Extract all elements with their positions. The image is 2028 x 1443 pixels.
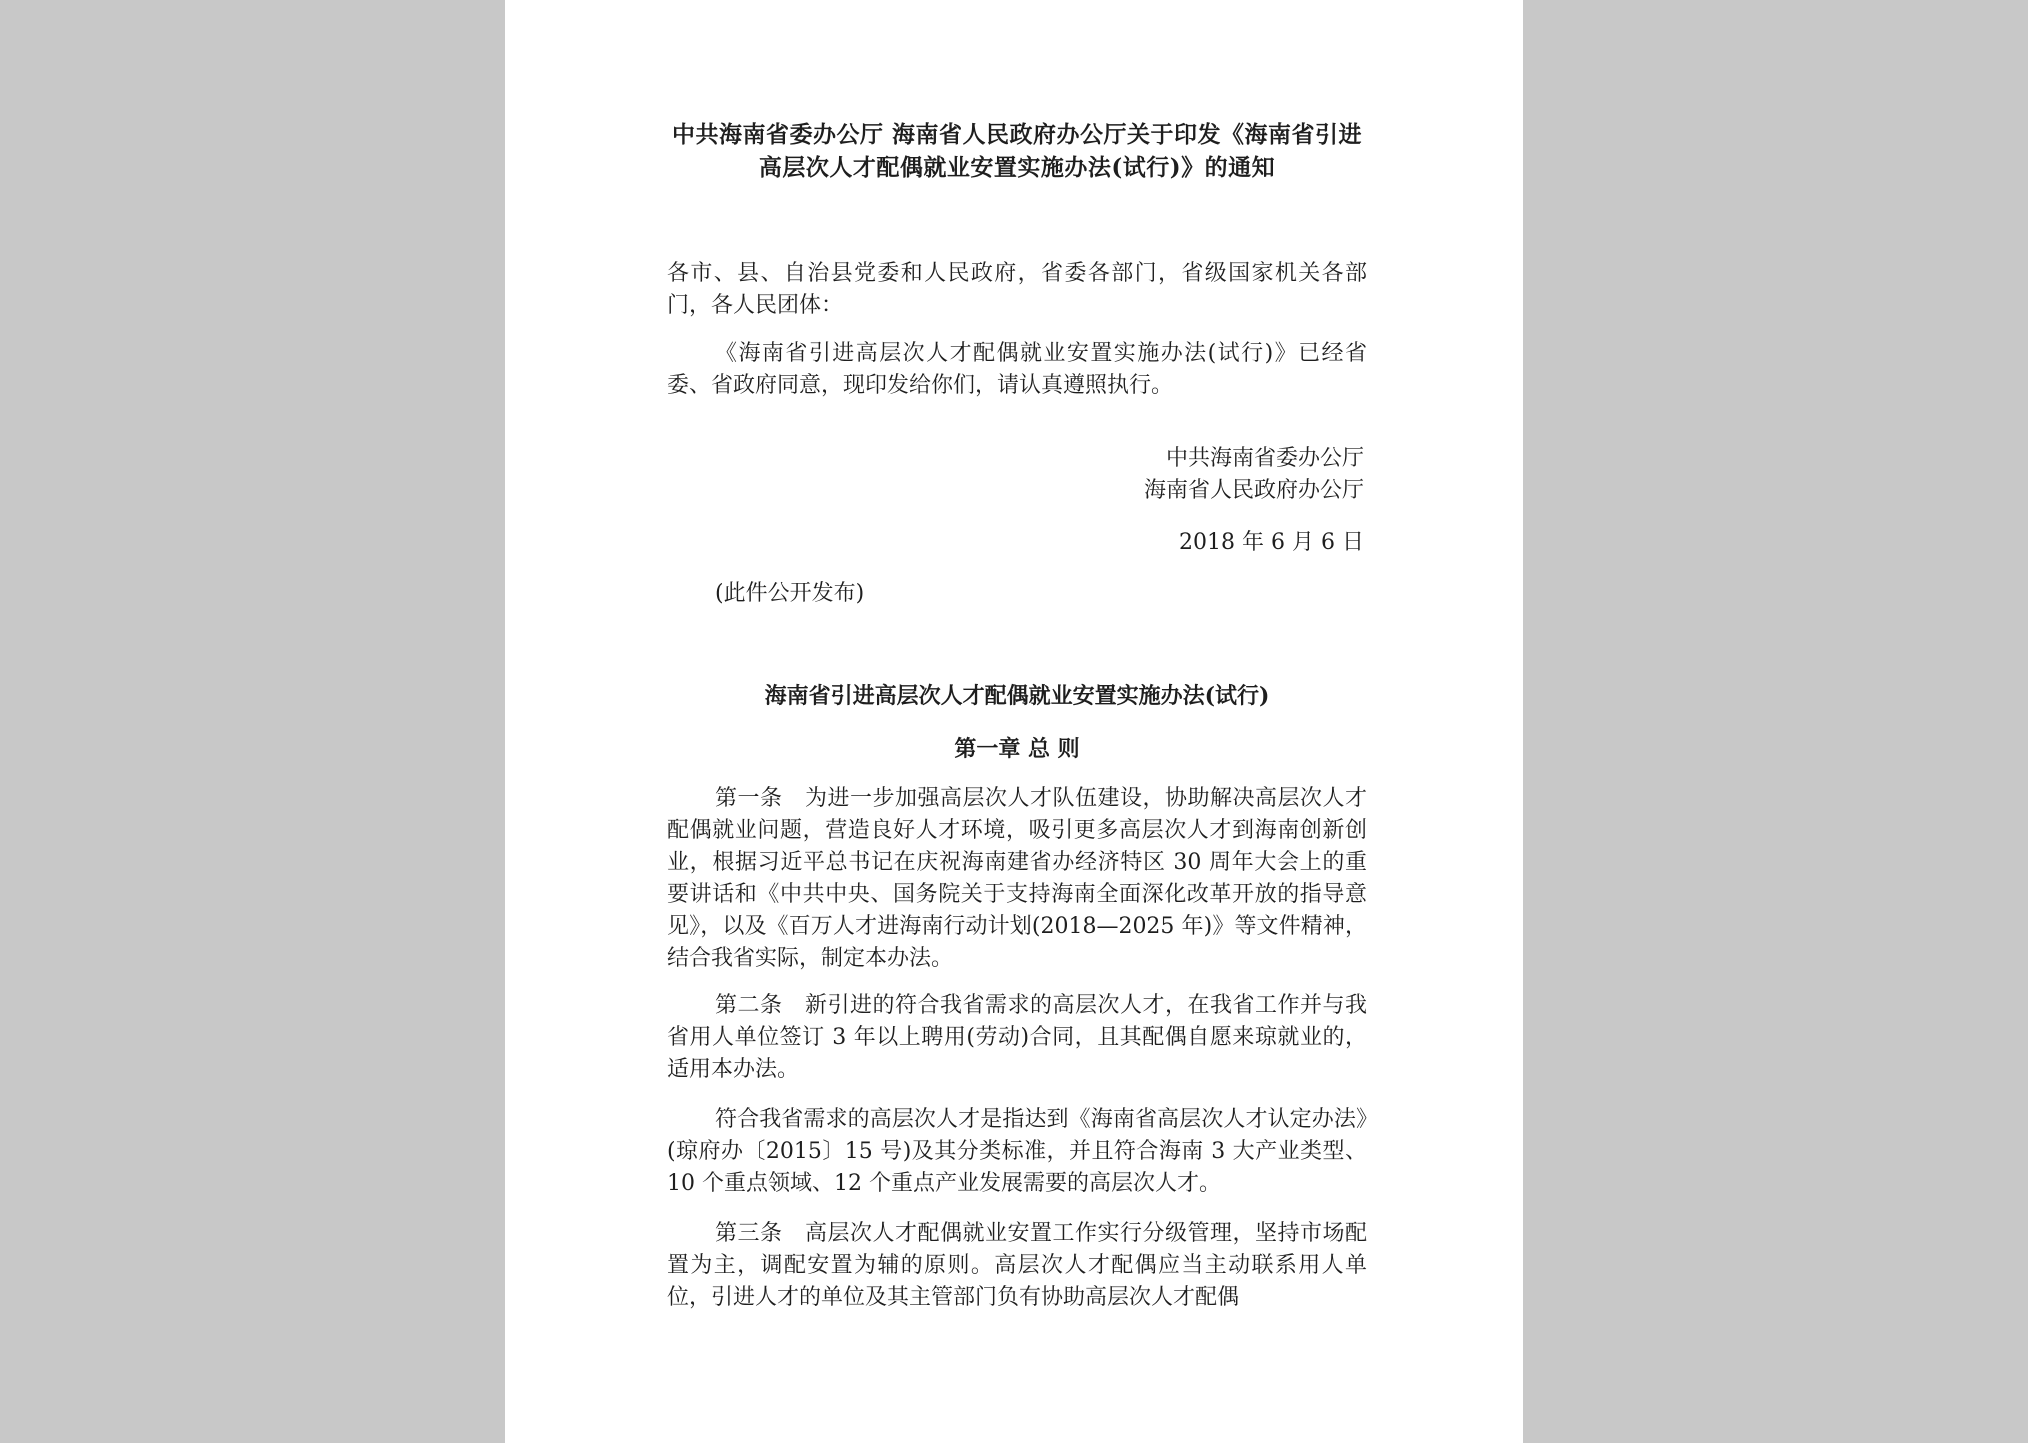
release-note: (此件公开发布) — [715, 581, 865, 606]
chapter-heading: 第一章 总 则 — [954, 736, 1080, 762]
notice-addressee: 各市、县、自治县党委和人民政府，省委各部门，省级国家机关各部门，各人民团体： — [667, 261, 1367, 318]
notice-body: 《海南省引进高层次人才配偶就业安置实施办法(试行)》已经省委、省政府同意，现印发给你们，请认真遵照执行。 — [667, 341, 1367, 398]
notice-date: 2018 年 6 月 6 日 — [1179, 530, 1364, 555]
article-2-paragraph-2: 符合我省需求的高层次人才是指达到《海南省高层次人才认定办法》(琼府办〔2015〕15 号)及其分类标准，并且符合海南 3 大产业类型、10 个重点领域、12 个重点产业发展需要的高层次人才。 — [667, 1107, 1367, 1196]
measures-title: 海南省引进高层次人才配偶就业安置实施办法(试行) — [764, 683, 1270, 709]
notice-title: 中共海南省委办公厅 海南省人民政府办公厅关于印发《海南省引进高层次人才配偶就业安置实施办法(试行)》的通知 — [671, 121, 1362, 181]
signatory-government-office: 海南省人民政府办公厅 — [1143, 478, 1364, 503]
document-page — [505, 0, 1523, 1443]
article-3: 第三条 高层次人才配偶就业安置工作实行分级管理，坚持市场配置为主，调配安置为辅的原则。高层次人才配偶应当主动联系用人单位，引进人才的单位及其主管部门负有协助高层次人才配偶 — [667, 1221, 1367, 1310]
signatory-party-office: 中共海南省委办公厅 — [1165, 446, 1364, 471]
article-2: 第二条 新引进的符合我省需求的高层次人才，在我省工作并与我省用人单位签订 3 年以上聘用(劳动)合同，且其配偶自愿来琼就业的，适用本办法。 — [667, 993, 1367, 1082]
article-1: 第一条 为进一步加强高层次人才队伍建设，协助解决高层次人才配偶就业问题，营造良好人才环境，吸引更多高层次人才到海南创新创业，根据习近平总书记在庆祝海南建省办经济特区 30 周年大会上的重要讲话和《中共中央、国务院关于支持海南全面深化改革开放的指导意见》，以及《百万人才进海南行动计划(2018—2025 年)》等文件精神，结合我省实际，制定本办法。 — [667, 786, 1367, 971]
